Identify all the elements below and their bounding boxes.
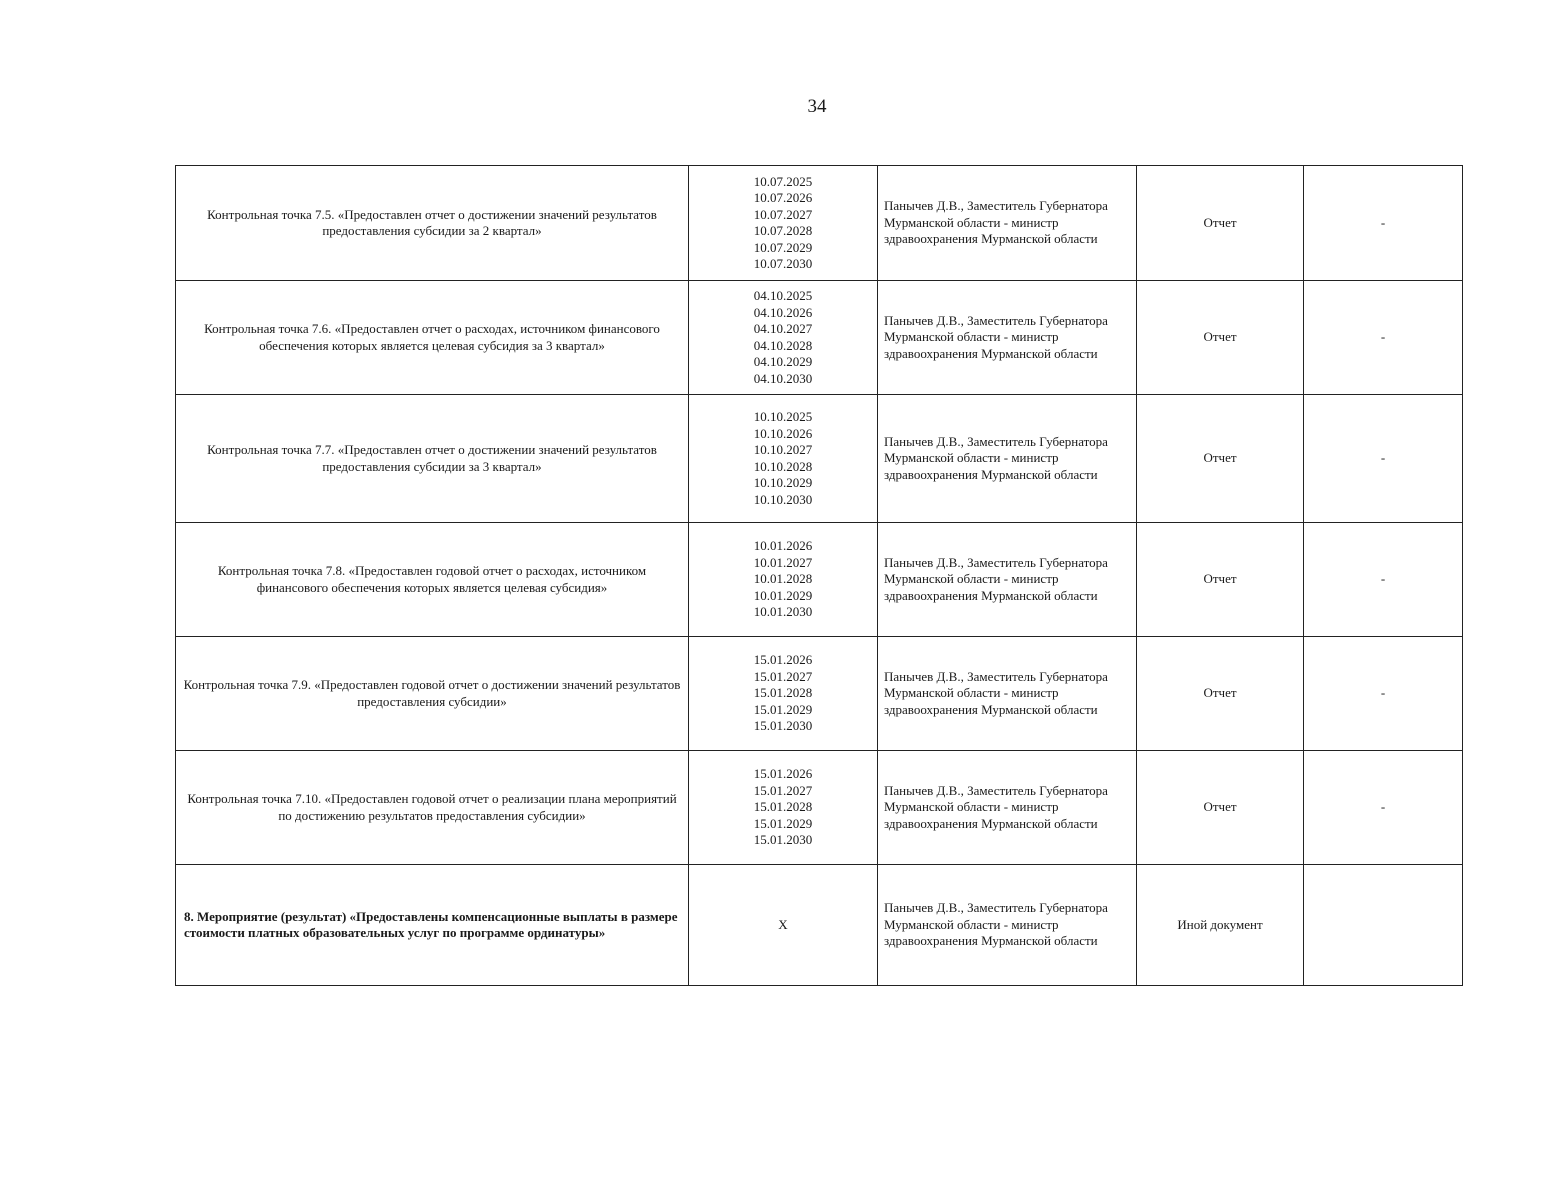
note-cell: - xyxy=(1304,637,1463,751)
document-type: Отчет xyxy=(1137,751,1304,865)
note-cell: - xyxy=(1304,281,1463,395)
date: X xyxy=(778,916,788,932)
control-point-name: Контрольная точка 7.5. «Предоставлен отчет о достижении значений результатов предоставления субсидии за 2 квартал» xyxy=(176,166,689,281)
date: 10.10.2028 xyxy=(753,458,813,474)
date: 10.07.2026 xyxy=(753,190,813,205)
note-cell: - xyxy=(1304,395,1463,523)
date: 15.01.2029 xyxy=(753,815,813,831)
date: 10.01.2029 xyxy=(753,587,813,603)
table-row xyxy=(176,637,1463,751)
responsible-person: Панычев Д.В., Заместитель Губернатора Мурманской области - министр здравоохранения Мурманской области xyxy=(878,395,1137,523)
date: 10.01.2028 xyxy=(753,571,813,587)
date: 10.10.2030 xyxy=(753,491,813,507)
document-type: Иной документ xyxy=(1137,865,1304,986)
note-cell xyxy=(1304,865,1463,986)
control-point-dates xyxy=(689,281,878,395)
date: 10.07.2025 xyxy=(753,173,813,189)
note-cell: - xyxy=(1304,751,1463,865)
date: 10.07.2029 xyxy=(753,239,813,255)
control-point-dates xyxy=(689,523,878,637)
responsible-person: Панычев Д.В., Заместитель Губернатора Мурманской области - министр здравоохранения Мурманской области xyxy=(878,281,1137,395)
date: 04.10.2028 xyxy=(753,337,813,353)
control-point-name: Контрольная точка 7.9. «Предоставлен годовой отчет о достижении значений результатов предоставления субсидии» xyxy=(176,637,689,751)
table-row xyxy=(176,395,1463,523)
date: 04.10.2027 xyxy=(753,321,813,336)
table-row xyxy=(176,865,1463,986)
note-cell: - xyxy=(1304,523,1463,637)
date: 10.10.2025 xyxy=(753,409,813,424)
responsible-person: Панычев Д.В., Заместитель Губернатора Мурманской области - министр здравоохранения Мурманской области xyxy=(878,637,1137,751)
responsible-person: Панычев Д.В., Заместитель Губернатора Мурманской области - министр здравоохранения Мурманской области xyxy=(878,751,1137,865)
table-row xyxy=(176,523,1463,637)
date: 10.10.2029 xyxy=(753,475,813,490)
date: 10.01.2026 xyxy=(753,538,813,554)
date: 15.01.2026 xyxy=(753,766,813,782)
document-type: Отчет xyxy=(1137,166,1304,281)
date: 15.01.2029 xyxy=(753,701,813,717)
note-cell: - xyxy=(1304,166,1463,281)
date: 15.01.2028 xyxy=(753,685,813,701)
responsible-person: Панычев Д.В., Заместитель Губернатора Мурманской области - министр здравоохранения Мурманской области xyxy=(878,865,1137,986)
date: 10.10.2027 xyxy=(753,442,813,457)
control-points-table xyxy=(175,165,1463,986)
date: 15.01.2030 xyxy=(753,832,813,848)
date: 04.10.2029 xyxy=(753,354,813,369)
date: 15.01.2027 xyxy=(753,668,813,684)
page-number: 34 xyxy=(807,96,827,117)
measure-name: 8. Мероприятие (результат) «Предоставлены компенсационные выплаты в размере стоимости платных образовательных услуг по программе ординатуры» xyxy=(176,865,689,986)
control-point-name: Контрольная точка 7.8. «Предоставлен годовой отчет о расходах, источником финансового обеспечения которых является целевая субсидия» xyxy=(176,523,689,637)
control-point-dates xyxy=(689,637,878,751)
control-point-dates xyxy=(689,865,878,986)
date: 15.01.2030 xyxy=(753,718,813,734)
control-point-dates xyxy=(689,395,878,523)
date: 04.10.2026 xyxy=(753,304,813,320)
control-point-name: Контрольная точка 7.7. «Предоставлен отчет о достижении значений результатов предоставления субсидии за 3 квартал» xyxy=(176,395,689,523)
date: 10.07.2030 xyxy=(753,256,813,271)
responsible-person: Панычев Д.В., Заместитель Губернатора Мурманской области - министр здравоохранения Мурманской области xyxy=(878,166,1137,281)
responsible-person: Панычев Д.В., Заместитель Губернатора Мурманской области - министр здравоохранения Мурманской области xyxy=(878,523,1137,637)
date: 15.01.2026 xyxy=(753,652,813,668)
control-point-dates xyxy=(689,751,878,865)
control-point-dates xyxy=(689,166,878,281)
date: 10.07.2028 xyxy=(753,223,813,238)
date: 10.01.2030 xyxy=(753,604,813,620)
control-point-name: Контрольная точка 7.6. «Предоставлен отчет о расходах, источником финансового обеспечения которых является целевая субсидия за 3 квартал» xyxy=(176,281,689,395)
document-type: Отчет xyxy=(1137,523,1304,637)
table-row xyxy=(176,166,1463,281)
control-point-name: Контрольная точка 7.10. «Предоставлен годовой отчет о реализации плана мероприятий по достижению результатов предоставления субсидии» xyxy=(176,751,689,865)
date: 10.10.2026 xyxy=(753,425,813,441)
table-row xyxy=(176,751,1463,865)
date: 10.07.2027 xyxy=(753,206,813,222)
date: 15.01.2027 xyxy=(753,782,813,798)
document-type: Отчет xyxy=(1137,637,1304,751)
document-type: Отчет xyxy=(1137,395,1304,523)
date: 15.01.2028 xyxy=(753,799,813,815)
document-type: Отчет xyxy=(1137,281,1304,395)
date: 04.10.2025 xyxy=(753,288,813,303)
date: 10.01.2027 xyxy=(753,554,813,570)
table-row xyxy=(176,281,1463,395)
date: 04.10.2030 xyxy=(753,370,813,386)
